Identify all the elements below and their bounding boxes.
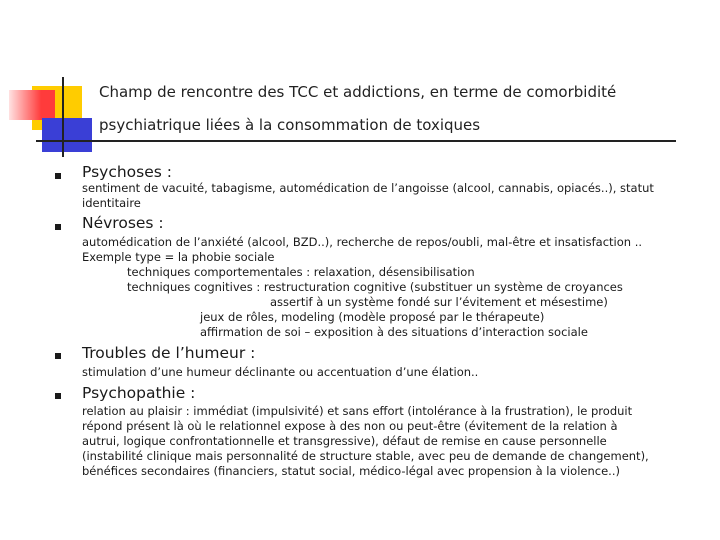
body-line: automédication de l’anxiété (alcool, BZD..), recherche de repos/oubli, mal-être et insatisfaction ..: [82, 235, 643, 249]
section-body-troubles-humeur: [82, 365, 478, 380]
section-heading-troubles-humeur: Troubles de l’humeur :: [82, 344, 256, 362]
slide-title-line-1: Champ de rencontre des TCC et addictions, en terme de comorbidité: [99, 83, 617, 101]
body-line: sentiment de vacuité, tabagisme, automédication de l’angoisse (alcool, cannabis, opiacés..), statut: [82, 181, 654, 195]
decor-horizontal-line: [36, 140, 676, 142]
body-line: techniques comportementales : relaxation, désensibilisation: [127, 265, 475, 279]
section-heading-psychopathie: Psychopathie :: [82, 384, 196, 402]
body-line: relation au plaisir : immédiat (impulsivité) et sans effort (intolérance à la frustration), le produit: [82, 404, 633, 418]
body-line: répond présent là où le relationnel expose à des non ou peut-être (évitement de la relation à: [82, 419, 618, 433]
decor-vertical-line: [62, 77, 64, 157]
body-line: affirmation de soi – exposition à des situations d’interaction sociale: [200, 325, 588, 339]
body-line: identitaire: [82, 196, 141, 210]
body-line: autrui, logique confrontationnelle et transgressive), défaut de remise en cause personnelle: [82, 434, 607, 448]
decor-blue-square: [42, 118, 92, 152]
body-line: jeux de rôles, modeling (modèle proposé par le thérapeute): [200, 310, 545, 324]
bullet-square-icon: [55, 393, 61, 399]
body-line: stimulation d’une humeur déclinante ou accentuation d’une élation..: [82, 365, 479, 379]
bullet-square-icon: [55, 173, 61, 179]
bullet-square-icon: [55, 353, 61, 359]
body-line: techniques cognitives : restructuration cognitive (substituer un système de croyances: [127, 280, 623, 294]
section-heading-psychoses: Psychoses :: [82, 163, 172, 181]
section-heading-nevroses: Névroses :: [82, 214, 164, 232]
bullet-square-icon: [55, 224, 61, 230]
section-body-nevroses: [82, 235, 642, 340]
section-body-psychopathie: [82, 404, 649, 479]
body-line: Exemple type = la phobie sociale: [82, 250, 275, 264]
section-body-psychoses: [82, 181, 654, 211]
body-line: assertif à un système fondé sur l’évitement et mésestime): [270, 295, 608, 309]
decor-red-fade: [9, 90, 55, 120]
slide-title-line-2: psychiatrique liées à la consommation de toxiques: [99, 116, 481, 134]
body-line: bénéfices secondaires (financiers, statut social, médico-légal avec propension à la violence..): [82, 464, 620, 478]
body-line: (instabilité clinique mais personnalité de structure stable, avec peu de demande de changement),: [82, 449, 649, 463]
